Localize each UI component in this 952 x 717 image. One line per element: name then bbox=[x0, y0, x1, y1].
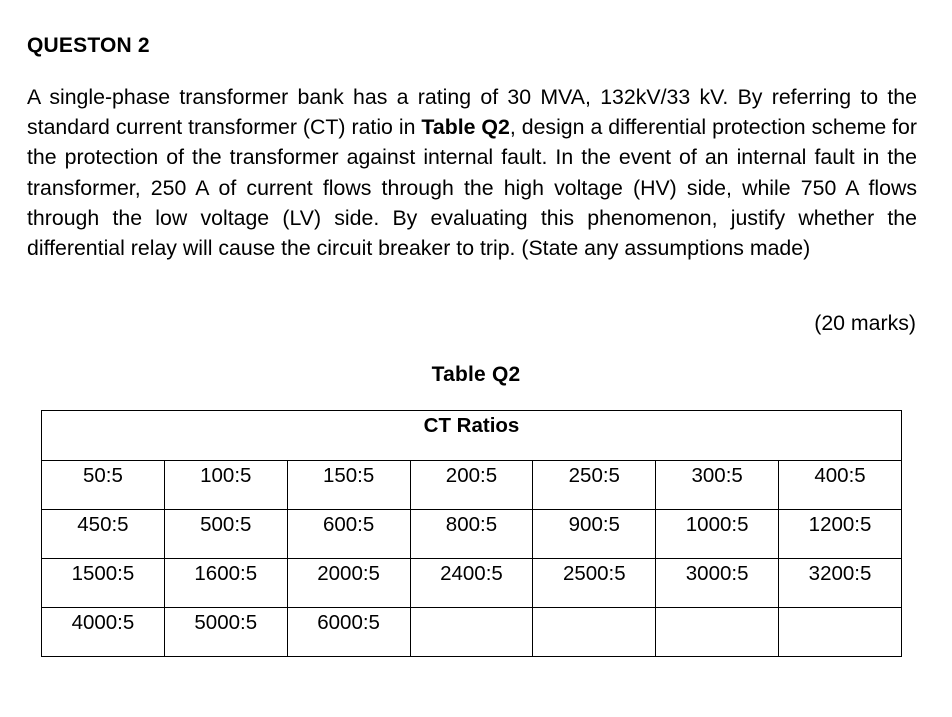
question-text-part2: , design a differential protection scheme for the protection of the transformer against internal fault. In the event of an internal fault in the transformer, 250 A of current flows through the high voltage (HV) side, while 750 A flows through the low voltage (LV) side. By evaluating this phenomenon, justify whether the differential relay will cause the circuit breaker to trip. (State any assumptions made) bbox=[27, 115, 917, 261]
table-row bbox=[42, 461, 902, 510]
table-cell-empty bbox=[779, 608, 902, 657]
table-cell: 3000:5 bbox=[656, 559, 779, 608]
table-caption: Table Q2 bbox=[431, 363, 521, 386]
table-cell: 5000:5 bbox=[164, 608, 287, 657]
table-cell-empty bbox=[656, 608, 779, 657]
table-header-row bbox=[42, 411, 902, 461]
table-header: CT Ratios bbox=[42, 411, 902, 461]
table-cell: 800:5 bbox=[410, 510, 533, 559]
table-cell: 2500:5 bbox=[533, 559, 656, 608]
marks-label: (20 marks) bbox=[814, 311, 916, 335]
table-cell: 1200:5 bbox=[779, 510, 902, 559]
question-heading: QUESTON 2 bbox=[27, 34, 150, 57]
table-cell: 1600:5 bbox=[164, 559, 287, 608]
table-cell: 4000:5 bbox=[42, 608, 165, 657]
table-cell: 250:5 bbox=[533, 461, 656, 510]
table-cell: 1500:5 bbox=[42, 559, 165, 608]
table-row bbox=[42, 559, 902, 608]
table-cell: 1000:5 bbox=[656, 510, 779, 559]
question-text bbox=[27, 82, 917, 263]
table-cell-empty bbox=[533, 608, 656, 657]
table-cell: 200:5 bbox=[410, 461, 533, 510]
table-cell: 100:5 bbox=[164, 461, 287, 510]
table-cell: 450:5 bbox=[42, 510, 165, 559]
table-cell: 3200:5 bbox=[779, 559, 902, 608]
table-cell: 150:5 bbox=[287, 461, 410, 510]
table-cell: 500:5 bbox=[164, 510, 287, 559]
table-cell: 6000:5 bbox=[287, 608, 410, 657]
table-row bbox=[42, 510, 902, 559]
ct-ratio-table bbox=[41, 410, 902, 657]
table-cell-empty bbox=[410, 608, 533, 657]
table-cell: 900:5 bbox=[533, 510, 656, 559]
table-cell: 400:5 bbox=[779, 461, 902, 510]
table-cell: 50:5 bbox=[42, 461, 165, 510]
table-cell: 2400:5 bbox=[410, 559, 533, 608]
table-reference: Table Q2 bbox=[421, 115, 510, 140]
table-cell: 2000:5 bbox=[287, 559, 410, 608]
table-row bbox=[42, 608, 902, 657]
table-cell: 300:5 bbox=[656, 461, 779, 510]
question-text-part1: A single-phase transformer bank has a rating of 30 MVA, 132kV/33 kV. By referring to the standard current transformer (CT) ratio in bbox=[27, 85, 917, 140]
table-cell: 600:5 bbox=[287, 510, 410, 559]
